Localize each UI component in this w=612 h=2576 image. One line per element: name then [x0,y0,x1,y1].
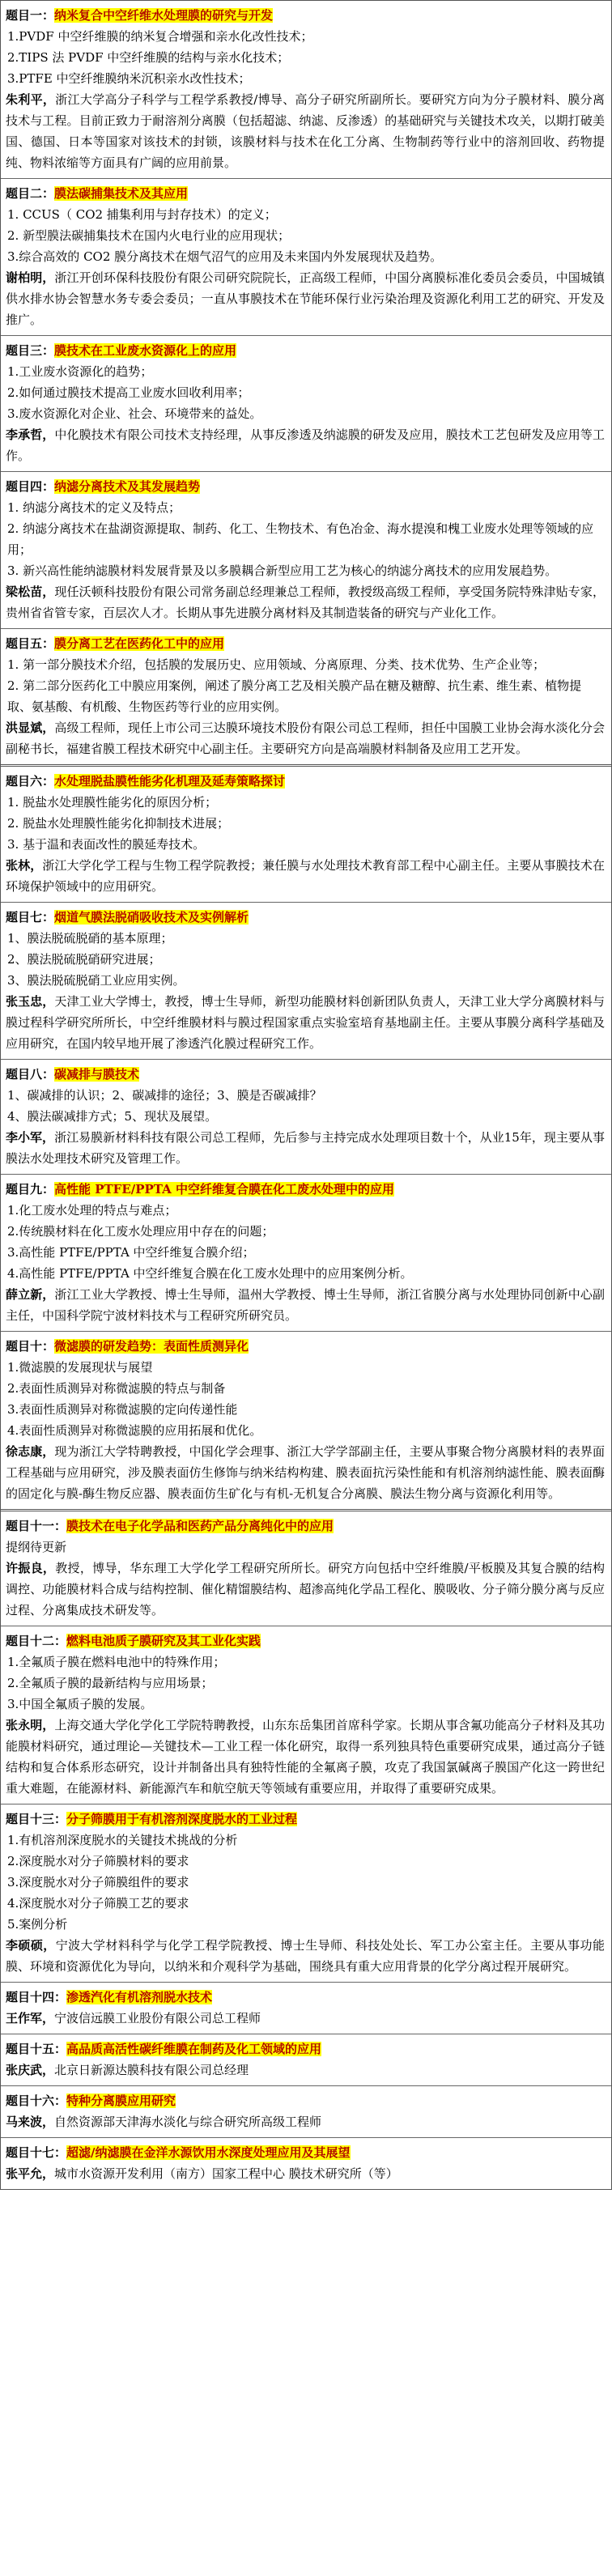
topic-block [1,335,611,471]
topic-block [1,471,611,628]
topic-number: 题目十： [6,1339,55,1354]
expert-name: 张林， [6,858,43,873]
expert-bio [6,89,605,173]
topic-number: 题目十四： [6,1990,67,2004]
topic-title-text: 膜技术在电子化学品和医药产品分离纯化中的应用 [66,1519,334,1533]
topic-title [6,1179,605,1200]
topic-title-text: 高性能 PTFE/PPTA 中空纤维复合膜在化工废水处理中的应用 [54,1182,395,1197]
topic-number: 题目十一： [6,1519,67,1533]
expert-bio [6,424,605,466]
outline-item: 2.深度脱水对分子筛膜材料的要求 [7,1854,189,1868]
outline-item: 1.化工废水处理的特点与难点； [7,1203,177,1218]
expert-description: 天津工业大学博士，教授，博士生导师，新型功能膜材料创新团队负责人，天津工业大学分离膜材料与膜过程科学研究所所长，中空纤维膜材料与膜过程国家重点实验室培育基地副主任。主要从事膜分离科学基础及应用研究，在国内较早地开展了渗透汽化膜过程研究工作。 [6,994,605,1051]
topic-title-text: 超滤/纳滤膜在金洋水源饮用水深度处理应用及其展望 [66,2145,351,2160]
outline-item: 4、膜法碳减排方式；5、现状及展望。 [7,1109,218,1124]
topic-block [1,1,611,178]
expert-name: 谢柏明， [6,270,55,285]
topic-title-text: 微滤膜的研发趋势：表面性质测异化 [54,1339,249,1354]
topic-block [1,1511,611,1626]
expert-bio [6,2163,605,2184]
topic-title-text: 分子筛膜用于有机溶剂深度脱水的工业过程 [66,1812,298,1826]
outline-item: 3.PTFE 中空纤维膜纳米沉积亲水改性技术； [7,71,251,86]
topic-block [1,1059,611,1174]
topic-title [6,1630,605,1651]
topic-number: 题目二： [6,186,55,201]
expert-description: 浙江大学化学工程与生物工程学院教授；兼任膜与水处理技术教育部工程中心副主任。主要从事膜技术在环境保护领域中的应用研究。 [6,858,605,894]
outline-item: 1.微滤膜的发展现状与展望 [7,1360,153,1375]
topic-title [6,1987,605,2008]
topic-title [6,1809,605,1830]
expert-bio [6,2060,605,2081]
expert-description: 现任沃顿科技股份有限公司常务副总经理兼总工程师，教授级高级工程师，享受国务院特殊津贴专家，贵州省省管专家，百层次人才。长期从事先进膜分离材料及其制造装备的研究与产业化工作。 [6,584,605,620]
expert-name: 李小军， [6,1130,55,1145]
expert-description: 宁波大学材料科学与化学工程学院教授、博士生导师、科技处处长、军工办公室主任。主要从事功能膜、环境和资源优化为导向，以纳米和介观科学为基础，围绕具有重大应用背景的化学分离过程开展研究。 [6,1938,605,1974]
expert-name: 洪显斌， [6,721,55,735]
topic-block [1,628,611,764]
expert-description: 上海交通大学化学化工学院特聘教授，山东东岳集团首席科学家。长期从事含氟功能高分子材料及其功能膜材料研究，通过理论—关键技术—工业工程一体化研究，取得一系列独具特色重要研究成果，通过高分子链结构和复合体系形态研究，设计并制备出具有独特性能的全氟离子膜，攻克了我国氯碱离子膜国产化这一跨世纪重大难题，在能源材料、新能源汽车和航空航天等领域有重要应用，并取得了重要研究成果。 [6,1718,605,1796]
outline-item: 2、膜法脱硫脱硝研究进展； [7,952,161,967]
expert-bio [6,1935,605,1977]
expert-bio [6,2111,605,2132]
outline-item: 5.案例分析 [7,1917,68,1932]
expert-name: 张玉忠， [6,994,55,1009]
topic-number: 题目五： [6,636,55,651]
expert-name: 李承哲， [6,427,55,442]
expert-name: 梁松苗， [6,584,55,599]
topic-title [6,2038,605,2060]
topic-title-text: 纳米复合中空纤维水处理膜的研究与开发 [54,8,274,23]
topic-title-text: 特种分离膜应用研究 [66,2094,176,2108]
expert-bio [6,1558,605,1621]
topic-title [6,1064,605,1085]
expert-description: 北京日新源达膜科技有限公司总经理 [54,2063,249,2077]
expert-bio [6,991,605,1054]
expert-bio [6,1127,605,1169]
topic-number: 题目九： [6,1182,55,1197]
expert-bio [6,1284,605,1326]
topic-group [1,1511,611,2189]
topic-title-text: 膜分离工艺在医药化工中的应用 [54,636,225,651]
topic-title-text: 碳减排与膜技术 [54,1067,140,1082]
expert-description: 中化膜技术有限公司技术支持经理，从事反渗透及纳滤膜的研发及应用，膜技术工艺包研发及应用等工作。 [6,427,605,463]
outline-item: 1.PVDF 中空纤维膜的纳米复合增强和亲水化改性技术； [7,29,313,44]
expert-name: 徐志康， [6,1444,55,1459]
topic-block [1,902,611,1059]
topic-number: 题目三： [6,343,55,358]
expert-description: 城市水资源开发利用（南方）国家工程中心 膜技术研究所（等） [54,2166,398,2181]
expert-bio [6,717,605,759]
expert-bio [6,2008,605,2029]
topic-title-text: 膜法碳捕集技术及其应用 [54,186,189,201]
topic-block [1,1174,611,1331]
outline-item: 1.全氟质子膜在燃料电池中的特殊作用； [7,1655,226,1669]
topic-title [6,633,605,654]
outline-item: 4.高性能 PTFE/PPTA 中空纤维复合膜在化工废水处理中的应用案例分析。 [7,1266,413,1281]
topic-title [6,2142,605,2163]
topic-title-text: 水处理脱盐膜性能劣化机理及延寿策略探讨 [54,774,286,789]
expert-description: 宁波信远膜工业股份有限公司总工程师 [54,2011,261,2026]
expert-name: 王作军， [6,2011,55,2026]
topic-block [1,2137,611,2189]
topic-block [1,1626,611,1804]
outline-item: 2.传统膜材料在化工废水处理应用中存在的问题； [7,1224,274,1239]
expert-name: 张庆武， [6,2063,55,2077]
topic-title [6,1515,605,1537]
topic-number: 题目十三： [6,1812,67,1826]
outline-item: 1、膜法脱硫脱硝的基本原理； [7,931,173,946]
expert-description: 浙江工业大学教授、博士生导师，温州大学教授、博士生导师，浙江省膜分离与水处理协同创新中心副主任，中国科学院宁波材料技术与工程研究所研究员。 [6,1287,605,1323]
topic-title [6,5,605,26]
outline-item: 3.中国全氟质子膜的发展。 [7,1697,153,1711]
topic-title-text: 纳滤分离技术及其发展趋势 [54,479,201,494]
topic-number: 题目十七： [6,2145,67,2160]
expert-name: 马来波， [6,2115,55,2129]
expert-description: 自然资源部天津海水淡化与综合研究所高级工程师 [54,2115,322,2129]
expert-bio [6,267,605,330]
topic-block [1,767,611,902]
topic-block [1,2034,611,2085]
topic-title [6,771,605,792]
topic-title [6,183,605,204]
topic-title [6,1336,605,1357]
outline-item: 3. 基于温和表面改性的膜延寿技术。 [7,837,206,852]
topic-number: 题目八： [6,1067,55,1082]
topic-number: 题目十五： [6,2042,67,2056]
expert-name: 张平允， [6,2166,55,2181]
outline-item: 2.如何通过膜技术提高工业废水回收利用率； [7,385,250,400]
topic-title [6,2090,605,2111]
topic-number: 题目一： [6,8,55,23]
topic-group [1,1,611,767]
outline-item: 1. CCUS（ CO2 捕集利用与封存技术）的定义； [7,207,277,222]
expert-description: 浙江易膜新材料科技有限公司总工程师，先后参与主持完成水处理项目数十个，从业15年，现主要从事膜法水处理技术研究及管理工作。 [6,1130,605,1166]
outline-item: 1. 纳滤分离技术的定义及特点； [7,500,181,515]
topic-number: 题目十六： [6,2094,67,2108]
outline-item: 2.TIPS 法 PVDF 中空纤维膜的结构与亲水化技术； [7,50,290,65]
outline-item: 2. 纳滤分离技术在盐湖资源提取、制药、化工、生物技术、有色冶金、海水提溴和槐工业废水处理等领域的应用； [7,521,594,557]
expert-description: 现为浙江大学特聘教授，中国化学会理事、浙江大学学部副主任，主要从事聚合物分离膜材料的表界面工程基础与应用研究，涉及膜表面仿生修饰与纳米结构构建、膜表面抗污染性能和有机溶剂纳滤性能、膜表面酶的固定化与膜-酶生物反应器、膜表面仿生矿化与有机-无机复合分离膜、膜法生物分离与资源化利用等。 [6,1444,605,1501]
topic-title [6,907,605,928]
outline-item: 2.表面性质测异对称微滤膜的特点与制备 [7,1381,226,1396]
outline-item: 3.综合高效的 CO2 膜分离技术在烟气沼气的应用及未来国内外发展现状及趋势。 [7,249,443,264]
outline-item: 3. 新兴高性能纳滤膜材料发展背景及以多膜耦合新型应用工艺为核心的纳滤分离技术的应用发展趋势。 [7,563,558,578]
expert-name: 朱利平， [6,92,56,107]
expert-bio [6,581,605,623]
outline-item: 2.全氟质子膜的最新结构与应用场景； [7,1676,214,1690]
topic-block [1,1804,611,1982]
topic-outline-note: 提纲待更新 [6,1540,67,1554]
topic-number: 题目六： [6,774,55,789]
outline-item: 3.表面性质测异对称微滤膜的定向传递性能 [7,1402,238,1417]
topic-title-text: 烟道气膜法脱硝吸收技术及实例解析 [54,910,249,925]
expert-description: 教授，博导，华东理工大学化学工程研究所所长。研究方向包括中空纤维膜/平板膜及其复合膜的结构调控、功能膜材料合成与结构控制、催化精馏膜结构、超渗高纯化学品工程化、膜吸收、分子筛分膜分离与反应过程、分离集成技术研发等。 [6,1561,605,1617]
expert-bio [6,855,605,897]
outline-item: 3.高性能 PTFE/PPTA 中空纤维复合膜介绍； [7,1245,255,1260]
expert-name: 薛立新， [6,1287,55,1302]
topic-block [1,178,611,335]
topic-title [6,340,605,361]
topic-number: 题目四： [6,479,55,494]
topic-title-text: 膜技术在工业废水资源化上的应用 [54,343,237,358]
topic-title-text: 燃料电池质子膜研究及其工业化实践 [66,1634,261,1648]
expert-name: 李硕硕， [6,1938,56,1953]
expert-description: 高级工程师，现任上市公司三达膜环境技术股份有限公司总工程师，担任中国膜工业协会海水淡化分会副秘书长，福建省膜工程技术研究中心副主任。主要研究方向是高端膜材料制备及应用工艺开发。 [6,721,605,756]
outline-item: 1.工业废水资源化的趋势； [7,364,153,379]
outline-item: 1. 脱盐水处理膜性能劣化的原因分析； [7,795,218,810]
topic-title-text: 渗透汽化有机溶剂脱水技术 [66,1990,213,2004]
outline-item: 1.有机溶剂深度脱水的关键技术挑战的分析 [7,1833,238,1847]
topic-number: 题目七： [6,910,55,925]
outline-item: 2. 第二部分医药化工中膜应用案例，阐述了膜分离工艺及相关膜产品在糖及糖醇、抗生素、维生素、植物提取、氨基酸、有机酸、生物医药等行业的应用实例。 [7,678,582,714]
outline-item: 4.深度脱水对分子筛膜工艺的要求 [7,1896,189,1911]
topic-number: 题目十二： [6,1634,67,1648]
expert-description: 浙江开创环保科技股份有限公司研究院院长，正高级工程师，中国分离膜标准化委员会委员，中国城镇供水排水协会智慧水务专委会委员；一直从事膜技术在节能环保行业污染治理及资源化利用工艺的研究、开发及推广。 [6,270,605,327]
topic-title-text: 高品质高活性碳纤维膜在制药及化工领域的应用 [66,2042,322,2056]
outline-item: 1、碳减排的认识；2、碳减排的途径；3、膜是否碳减排？ [7,1088,322,1103]
topic-title [6,476,605,497]
topic-block [1,1331,611,1509]
outline-item: 4.表面性质测异对称微滤膜的应用拓展和优化。 [7,1423,262,1438]
expert-bio [6,1715,605,1799]
outline-item: 3、膜法脱硫脱硝工业应用实例。 [7,973,185,988]
outline-item: 3.深度脱水对分子筛膜组件的要求 [7,1875,189,1889]
expert-name: 许振良， [6,1561,56,1575]
expert-name: 张永明， [6,1718,55,1732]
topic-group [1,767,611,1511]
outline-item: 1. 第一部分膜技术介绍，包括膜的发展历史、应用领域、分离原理、分类、技术优势、生产企业等； [7,657,546,672]
expert-bio [6,1441,605,1504]
expert-description: 浙江大学高分子科学与工程学系教授/博导、高分子研究所副所长。要研究方向为分子膜材料、膜分离技术与工程。目前正致力于耐溶剂分离膜（包括超滤、纳滤、反渗透）的基础研究与关键技术攻关，以期打破美国、德国、日本等国家对该技术的封锁，该膜材料与技术在化工分离、生物制药等行业中的溶剂回收、药物提纯、物料浓缩等方面具有广阔的应用前景。 [6,92,605,170]
topic-block [1,2085,611,2137]
topic-block [1,1982,611,2034]
outline-item: 2. 新型膜法碳捕集技术在国内火电行业的应用现状； [7,228,291,243]
outline-item: 2. 脱盐水处理膜性能劣化抑制技术进展； [7,816,230,831]
outline-item: 3.废水资源化对企业、社会、环境带来的益处。 [7,406,262,421]
